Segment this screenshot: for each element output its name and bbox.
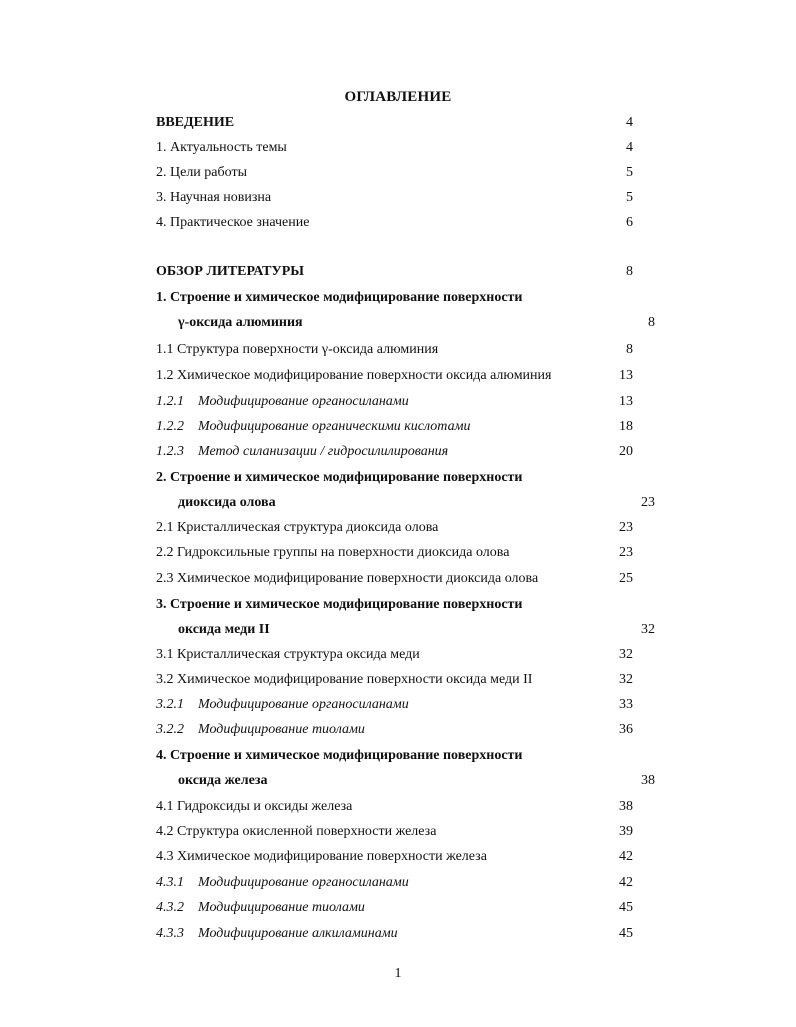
page-number: 4 bbox=[626, 140, 633, 155]
page-number: 4 bbox=[626, 115, 633, 130]
toc-entry: 2.2 Гидроксильные группы на поверхности диоксида олова 23 bbox=[156, 543, 641, 563]
page-number: 32 bbox=[619, 647, 633, 662]
toc-section-heading: 3. Строение и химическое модифицирование поверхности bbox=[156, 597, 523, 612]
toc-section-heading: 4. Строение и химическое модифицирование поверхности bbox=[156, 748, 523, 763]
toc-entry: 1. Актуальность темы 4 bbox=[156, 138, 641, 158]
page-number: 13 bbox=[619, 394, 633, 409]
toc-entry: 4.3 Химическое модифицирование поверхности железа 42 bbox=[156, 847, 641, 867]
page-number: 18 bbox=[619, 419, 633, 434]
toc-section-heading: оксида железа 38 bbox=[156, 771, 663, 791]
page-number: 8 bbox=[626, 342, 633, 357]
page-number: 23 bbox=[619, 520, 633, 535]
toc-subentry: 3.2.2 Модифицирование тиолами 36 bbox=[156, 720, 641, 740]
toc-entry: 2. Цели работы 5 bbox=[156, 163, 641, 183]
toc-entry: 4. Практическое значение 6 bbox=[156, 213, 641, 233]
page-number: 32 bbox=[641, 622, 655, 637]
toc-subentry: 4.3.1 Модифицирование органосиланами 42 bbox=[156, 873, 641, 893]
toc-subentry: 3.2.1 Модифицирование органосиланами 33 bbox=[156, 695, 641, 715]
toc-subentry: 1.2.2 Модифицирование органическими кислотами 18 bbox=[156, 417, 641, 437]
page-number: 13 bbox=[619, 368, 633, 383]
toc-entry: 3.1 Кристаллическая структура оксида меди 32 bbox=[156, 645, 641, 665]
page-number: 20 bbox=[619, 444, 633, 459]
page-number: 45 bbox=[619, 900, 633, 915]
toc-section-heading: диоксида олова 23 bbox=[156, 493, 663, 513]
toc-entry: 3. Научная новизна 5 bbox=[156, 188, 641, 208]
toc-entry: 1.1 Структура поверхности γ-оксида алюминия 8 bbox=[156, 340, 641, 360]
page-number: 33 bbox=[619, 697, 633, 712]
toc-section-heading: 1. Строение и химическое модифицирование поверхности bbox=[156, 290, 523, 305]
page-number: 6 bbox=[626, 215, 633, 230]
page-number: 36 bbox=[619, 722, 633, 737]
toc-title: ОГЛАВЛЕНИЕ bbox=[344, 89, 452, 105]
page-number: 23 bbox=[641, 495, 655, 510]
toc-entry: 3.2 Химическое модифицирование поверхности оксида меди II 32 bbox=[156, 670, 641, 690]
page-number: 8 bbox=[626, 264, 633, 279]
toc-entry-literature-review: ОБЗОР ЛИТЕРАТУРЫ 8 bbox=[156, 262, 641, 282]
toc-subentry: 1.2.3 Метод силанизации / гидросилилирования 20 bbox=[156, 442, 641, 462]
page-number: 42 bbox=[619, 849, 633, 864]
toc-entry: 1.2 Химическое модифицирование поверхности оксида алюминия 13 bbox=[156, 366, 641, 386]
page-number: 25 bbox=[619, 571, 633, 586]
toc-entry: 4.1 Гидроксиды и оксиды железа 38 bbox=[156, 797, 641, 817]
toc-subentry: 4.3.2 Модифицирование тиолами 45 bbox=[156, 898, 641, 918]
toc-entry: 4.2 Структура окисленной поверхности железа 39 bbox=[156, 822, 641, 842]
toc-section-heading: 2. Строение и химическое модифицирование поверхности bbox=[156, 470, 523, 485]
toc-entry: 2.3 Химическое модифицирование поверхности диоксида олова 25 bbox=[156, 569, 641, 589]
toc-section-heading: γ-оксида алюминия 8 bbox=[156, 313, 663, 333]
page-number: 42 bbox=[619, 875, 633, 890]
page-number: 23 bbox=[619, 545, 633, 560]
toc-entry: 2.1 Кристаллическая структура диоксида олова 23 bbox=[156, 518, 641, 538]
toc-section-heading: оксида меди II 32 bbox=[156, 620, 663, 640]
page-number: 8 bbox=[648, 315, 655, 330]
page-number: 38 bbox=[641, 773, 655, 788]
page-number: 32 bbox=[619, 672, 633, 687]
page-number: 45 bbox=[619, 926, 633, 941]
page-number: 39 bbox=[619, 824, 633, 839]
toc-subentry: 4.3.3 Модифицирование алкиламинами 45 bbox=[156, 924, 641, 944]
toc-subentry: 1.2.1 Модифицирование органосиланами 13 bbox=[156, 392, 641, 412]
page-number: 38 bbox=[619, 799, 633, 814]
page-number: 5 bbox=[626, 165, 633, 180]
footer-page-number: 1 bbox=[394, 966, 402, 981]
page-number: 5 bbox=[626, 190, 633, 205]
toc-entry-introduction: ВВЕДЕНИЕ 4 bbox=[156, 113, 641, 133]
